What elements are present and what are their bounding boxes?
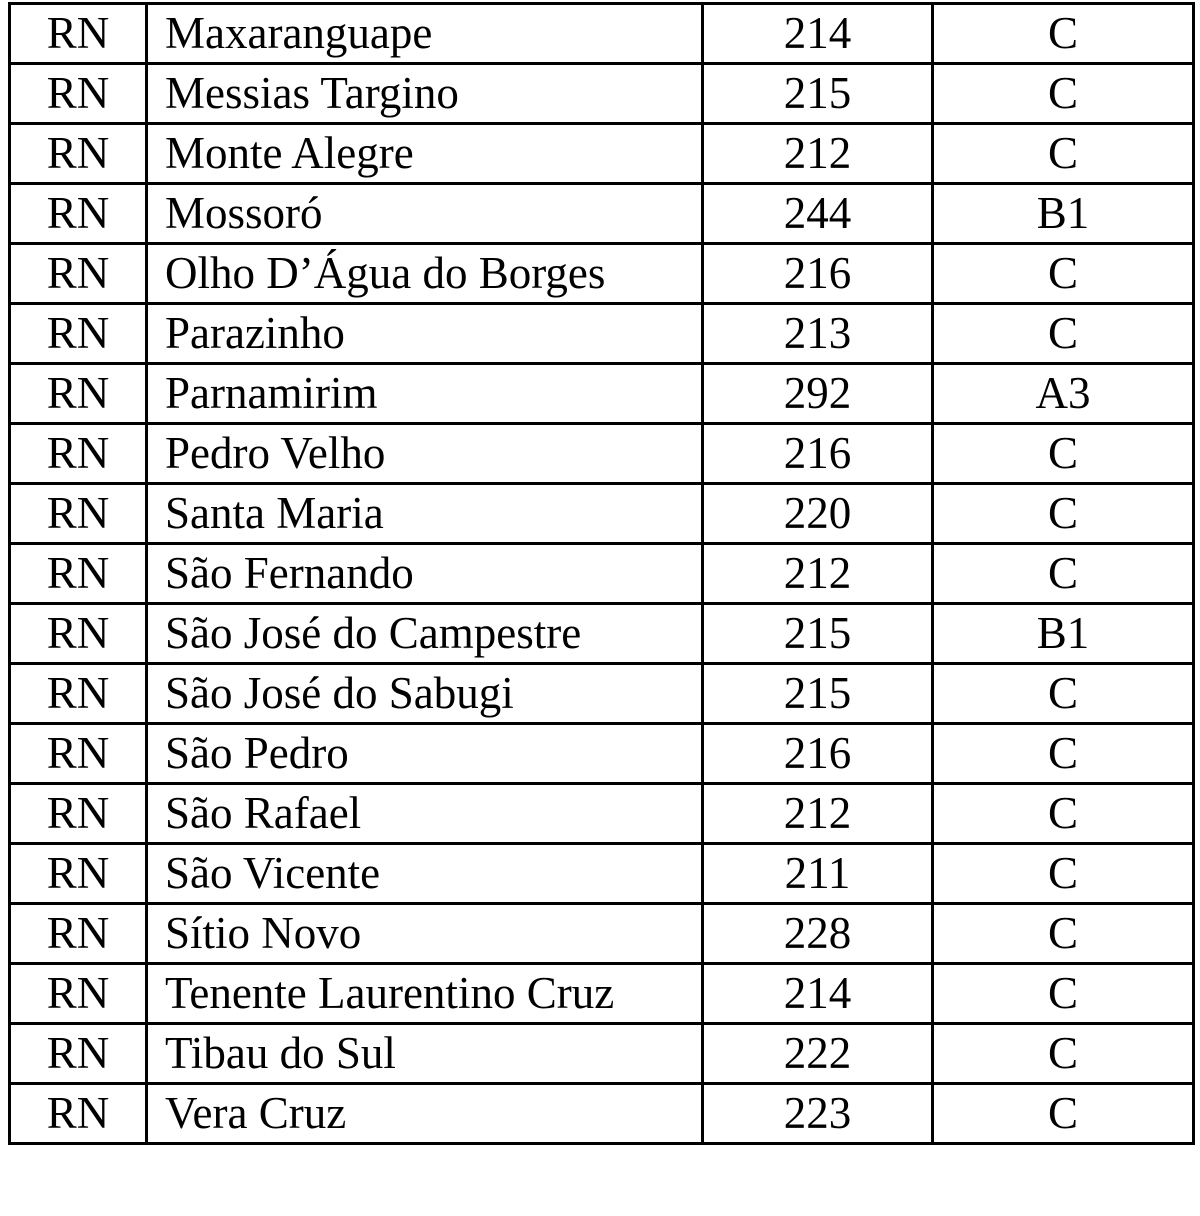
- city-cell: São Rafael: [147, 784, 703, 844]
- city-cell: Sítio Novo: [147, 904, 703, 964]
- city-cell: Mossoró: [147, 184, 703, 244]
- class-cell: B1: [933, 184, 1194, 244]
- class-cell: C: [933, 1024, 1194, 1084]
- state-cell: RN: [10, 184, 147, 244]
- city-cell: Tenente Laurentino Cruz: [147, 964, 703, 1024]
- city-cell: São José do Campestre: [147, 604, 703, 664]
- state-cell: RN: [10, 964, 147, 1024]
- municipality-table: [8, 2, 1195, 1145]
- table-row: [10, 724, 1194, 784]
- code-cell: 222: [703, 1024, 933, 1084]
- city-cell: Santa Maria: [147, 484, 703, 544]
- city-cell: São Pedro: [147, 724, 703, 784]
- class-cell: C: [933, 664, 1194, 724]
- city-cell: Pedro Velho: [147, 424, 703, 484]
- city-cell: São José do Sabugi: [147, 664, 703, 724]
- city-cell: Monte Alegre: [147, 124, 703, 184]
- city-cell: São Fernando: [147, 544, 703, 604]
- code-cell: 215: [703, 664, 933, 724]
- city-cell: Messias Targino: [147, 64, 703, 124]
- state-cell: RN: [10, 544, 147, 604]
- class-cell: C: [933, 484, 1194, 544]
- code-cell: 211: [703, 844, 933, 904]
- table-row: [10, 544, 1194, 604]
- code-cell: 214: [703, 4, 933, 64]
- code-cell: 292: [703, 364, 933, 424]
- state-cell: RN: [10, 844, 147, 904]
- city-cell: Parazinho: [147, 304, 703, 364]
- code-cell: 216: [703, 724, 933, 784]
- class-cell: C: [933, 904, 1194, 964]
- class-cell: C: [933, 244, 1194, 304]
- table-row: [10, 244, 1194, 304]
- class-cell: C: [933, 304, 1194, 364]
- city-cell: Tibau do Sul: [147, 1024, 703, 1084]
- state-cell: RN: [10, 604, 147, 664]
- state-cell: RN: [10, 4, 147, 64]
- state-cell: RN: [10, 724, 147, 784]
- state-cell: RN: [10, 1024, 147, 1084]
- code-cell: 215: [703, 64, 933, 124]
- table-row: [10, 484, 1194, 544]
- state-cell: RN: [10, 244, 147, 304]
- class-cell: C: [933, 844, 1194, 904]
- table-row: [10, 364, 1194, 424]
- state-cell: RN: [10, 64, 147, 124]
- code-cell: 212: [703, 544, 933, 604]
- state-cell: RN: [10, 1084, 147, 1144]
- class-cell: C: [933, 724, 1194, 784]
- table-row: [10, 664, 1194, 724]
- table-body: [10, 4, 1194, 1144]
- city-cell: Parnamirim: [147, 364, 703, 424]
- table-row: [10, 64, 1194, 124]
- code-cell: 228: [703, 904, 933, 964]
- city-cell: Maxaranguape: [147, 4, 703, 64]
- table-row: [10, 964, 1194, 1024]
- code-cell: 220: [703, 484, 933, 544]
- state-cell: RN: [10, 424, 147, 484]
- class-cell: B1: [933, 604, 1194, 664]
- table-row: [10, 4, 1194, 64]
- table-row: [10, 784, 1194, 844]
- class-cell: C: [933, 964, 1194, 1024]
- table-row: [10, 604, 1194, 664]
- code-cell: 215: [703, 604, 933, 664]
- class-cell: C: [933, 124, 1194, 184]
- class-cell: C: [933, 4, 1194, 64]
- state-cell: RN: [10, 124, 147, 184]
- state-cell: RN: [10, 664, 147, 724]
- table-row: [10, 424, 1194, 484]
- code-cell: 214: [703, 964, 933, 1024]
- table-row: [10, 1084, 1194, 1144]
- state-cell: RN: [10, 304, 147, 364]
- table-row: [10, 124, 1194, 184]
- class-cell: C: [933, 544, 1194, 604]
- code-cell: 212: [703, 124, 933, 184]
- state-cell: RN: [10, 364, 147, 424]
- table-row: [10, 1024, 1194, 1084]
- class-cell: C: [933, 784, 1194, 844]
- state-cell: RN: [10, 484, 147, 544]
- class-cell: C: [933, 1084, 1194, 1144]
- code-cell: 216: [703, 244, 933, 304]
- state-cell: RN: [10, 904, 147, 964]
- code-cell: 223: [703, 1084, 933, 1144]
- table-row: [10, 904, 1194, 964]
- table-row: [10, 304, 1194, 364]
- table-row: [10, 184, 1194, 244]
- code-cell: 244: [703, 184, 933, 244]
- class-cell: A3: [933, 364, 1194, 424]
- state-cell: RN: [10, 784, 147, 844]
- class-cell: C: [933, 64, 1194, 124]
- city-cell: Olho D’Água do Borges: [147, 244, 703, 304]
- table-row: [10, 844, 1194, 904]
- city-cell: São Vicente: [147, 844, 703, 904]
- city-cell: Vera Cruz: [147, 1084, 703, 1144]
- code-cell: 212: [703, 784, 933, 844]
- code-cell: 216: [703, 424, 933, 484]
- class-cell: C: [933, 424, 1194, 484]
- code-cell: 213: [703, 304, 933, 364]
